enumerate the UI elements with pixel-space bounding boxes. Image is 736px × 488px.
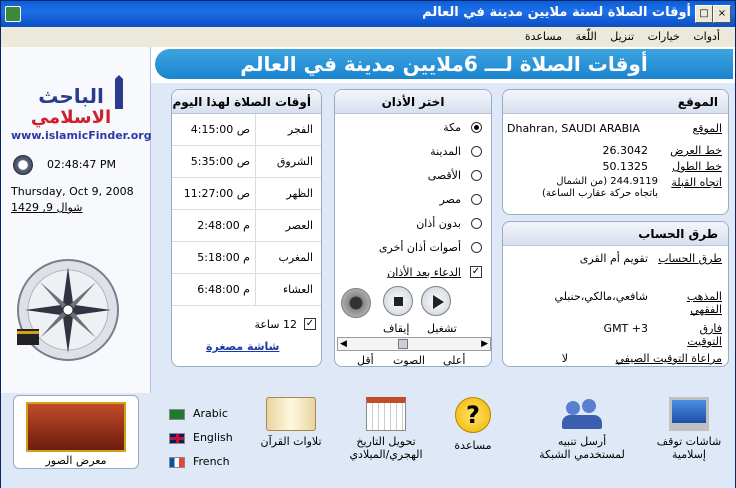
timezone-label: فارق التوقيت xyxy=(687,322,722,348)
adhan-radio[interactable] xyxy=(471,122,482,133)
latitude-value: 26.3042 xyxy=(602,144,648,157)
prayer-row xyxy=(172,210,321,242)
qibla-label: اتجاه القبلة xyxy=(671,176,722,189)
lang-french[interactable] xyxy=(169,455,230,468)
help-button[interactable] xyxy=(441,397,505,471)
lang-english-label: English xyxy=(193,431,233,444)
saudi-flag-icon xyxy=(169,409,185,420)
adhan-option-label: مكة xyxy=(443,121,461,134)
location-label: الموقع xyxy=(692,122,722,135)
prayer-row xyxy=(172,178,321,210)
volume-label: الصوت xyxy=(393,354,425,367)
menu-bar xyxy=(1,27,735,47)
prayer-times-panel xyxy=(171,89,322,367)
convert-label: تحويل التاريخ الهجري/الميلادي xyxy=(349,435,423,461)
prayer-name: الشروق xyxy=(276,155,313,168)
islamicfinder-logo xyxy=(11,75,139,129)
row-divider xyxy=(255,210,256,242)
alert-label: أرسل تنبيه لمستخدمي الشبكة xyxy=(539,435,625,461)
prayer-row xyxy=(172,146,321,178)
screensaver-button[interactable] xyxy=(645,397,733,477)
row-divider xyxy=(255,178,256,210)
adhan-option-label: بدون أذان xyxy=(416,217,461,230)
longitude-label: خط الطول xyxy=(672,160,722,173)
dua-label: الدعاء بعد الأذان xyxy=(387,266,461,279)
gallery-label: معرض الصور xyxy=(45,454,107,467)
lang-french-label: French xyxy=(193,455,230,468)
prayer-time: م 5:18:00 xyxy=(197,251,250,264)
adhan-radio[interactable] xyxy=(471,146,482,157)
volume-high-label: أعلى xyxy=(443,354,466,367)
calculation-title: طرق الحساب xyxy=(503,222,728,246)
clock12-label: 12 ساعة xyxy=(254,318,297,331)
help-icon: ? xyxy=(455,397,491,433)
calendar-icon xyxy=(366,397,406,431)
prayer-time: ص 5:35:00 xyxy=(190,155,250,168)
clock12-checkbox[interactable]: ✓ xyxy=(305,318,315,329)
monitor-icon xyxy=(669,397,709,431)
svg-text:الاسلامي: الاسلامي xyxy=(30,107,112,128)
lang-arabic[interactable] xyxy=(169,407,228,420)
app-icon xyxy=(5,6,21,22)
help-label: مساعدة xyxy=(454,439,492,452)
menu-options[interactable]: خيارات xyxy=(647,30,680,43)
france-flag-icon xyxy=(169,457,185,468)
row-divider xyxy=(255,146,256,178)
prayer-name: الظهر xyxy=(286,187,313,200)
stop-label: إيقاف xyxy=(383,322,410,335)
adhan-panel xyxy=(334,89,492,367)
prayer-name: الفجر xyxy=(287,123,313,136)
network-alert-button[interactable] xyxy=(537,397,627,477)
small-screen-link[interactable]: شاشة مصغرة xyxy=(206,340,280,353)
prayer-row xyxy=(172,274,321,306)
close-button[interactable]: × xyxy=(713,5,731,23)
gallery-button[interactable] xyxy=(13,395,139,469)
volume-slider[interactable]: ◀ ▶ xyxy=(337,337,491,351)
dst-value[interactable]: لا xyxy=(561,352,568,365)
timezone-value[interactable]: GMT +3 xyxy=(603,322,648,335)
title-bar xyxy=(1,1,735,27)
adhan-option-label: مصر xyxy=(439,193,461,206)
uk-flag-icon xyxy=(169,433,185,444)
menu-help[interactable]: مساعدة xyxy=(524,30,562,43)
madhab-label: المذهب الفقهي xyxy=(686,290,722,316)
banner xyxy=(151,47,735,83)
prayer-time: م 6:48:00 xyxy=(197,283,250,296)
bottom-toolbar xyxy=(1,393,735,488)
row-divider xyxy=(255,242,256,274)
latitude-label: خط العرض xyxy=(670,144,722,157)
quran-recitation-button[interactable] xyxy=(251,397,331,471)
window-title: أوقات الصلاة لستة ملايين مدينة في العالم xyxy=(422,5,691,20)
maximize-button[interactable]: □ xyxy=(695,5,713,23)
prayer-time: ص 4:15:00 xyxy=(190,123,250,136)
adhan-option-label: أصوات أذان أخرى xyxy=(378,241,461,254)
left-panel xyxy=(1,47,151,393)
dua-checkbox[interactable]: ✓ xyxy=(471,266,481,277)
adhan-option-label: المدينة xyxy=(430,145,461,158)
location-panel xyxy=(502,89,729,215)
madhab-value[interactable]: شافعي،مالكي،حنبلي xyxy=(554,290,648,303)
adhan-title: اختر الأذان xyxy=(335,90,491,114)
stop-button[interactable] xyxy=(383,286,413,316)
lang-arabic-label: Arabic xyxy=(193,407,228,420)
main-area xyxy=(1,47,735,488)
prayer-name: المغرب xyxy=(278,251,313,264)
play-button[interactable] xyxy=(421,286,451,316)
quran-image-icon xyxy=(26,402,126,452)
method-label: طرق الحساب xyxy=(658,252,722,265)
lang-english[interactable] xyxy=(169,431,233,444)
svg-text:الباحث: الباحث xyxy=(38,84,104,108)
quran-label: تلاوات القرآن xyxy=(260,435,322,448)
menu-language[interactable]: اللّغة xyxy=(575,30,597,43)
adhan-radio[interactable] xyxy=(471,218,482,229)
prayer-times-title: أوقات الصلاة لهذا اليوم xyxy=(172,90,321,114)
adhan-radio[interactable] xyxy=(471,194,482,205)
hijri-date[interactable]: شوال 9, 1429 xyxy=(11,201,83,214)
play-label: تشغيل xyxy=(427,322,457,335)
volume-low-label: أقل xyxy=(357,354,374,367)
website-link[interactable]: www.islamicFinder.org xyxy=(11,129,152,142)
prayer-name: العشاء xyxy=(282,283,313,296)
speaker-icon xyxy=(341,288,371,318)
row-divider xyxy=(255,114,256,146)
method-value[interactable]: تقويم أم القرى xyxy=(579,252,648,265)
adhan-option-label: الأقصى xyxy=(427,169,461,182)
qibla-compass-icon xyxy=(15,257,121,363)
qibla-value: 244.9119 (من الشمال باتجاه حركة عقارب الساعة) xyxy=(541,176,658,199)
calculation-panel xyxy=(502,221,729,367)
adhan-radio[interactable] xyxy=(471,242,482,253)
current-date: Thursday, Oct 9, 2008 xyxy=(11,185,134,198)
adhan-radio[interactable] xyxy=(471,170,482,181)
menu-download[interactable]: تنزيل xyxy=(610,30,635,43)
menu-tools[interactable]: أدوات xyxy=(693,30,720,43)
clock-icon xyxy=(13,155,33,175)
prayer-time: م 2:48:00 xyxy=(197,219,250,232)
screensaver-label: شاشات توقف إسلامية xyxy=(656,435,722,461)
prayer-name: العصر xyxy=(285,219,313,232)
prayer-row xyxy=(172,114,321,146)
location-value[interactable]: Dhahran, SAUDI ARABIA xyxy=(507,122,640,135)
prayer-time: ص 11:27:00 xyxy=(183,187,250,200)
current-time: 02:48:47 PM xyxy=(47,158,117,171)
dst-label: مراعاة التوقيت الصيفي xyxy=(615,352,722,365)
banner-title: أوقات الصلاة لـــ 6ملايين مدينة في العالم xyxy=(155,49,733,79)
location-title: الموقع xyxy=(503,90,728,114)
date-convert-button[interactable] xyxy=(341,397,431,477)
longitude-value: 50.1325 xyxy=(602,160,648,173)
book-icon xyxy=(266,397,316,431)
users-icon xyxy=(562,397,602,431)
row-divider xyxy=(255,274,256,306)
prayer-row xyxy=(172,242,321,274)
